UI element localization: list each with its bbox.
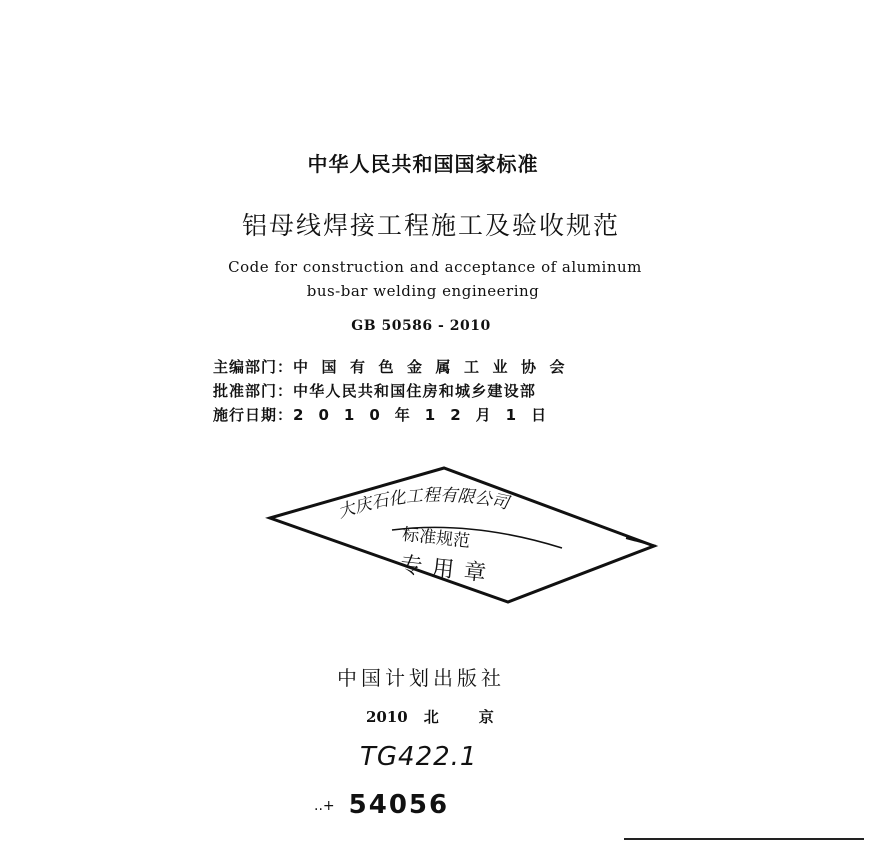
- standard-code: GB 50586 - 2010: [351, 318, 491, 334]
- effective-date-row: [213, 404, 561, 425]
- effective-date-label: 施行日期：: [213, 406, 294, 424]
- handwritten-classification: TG422.1: [360, 742, 478, 772]
- handwritten-prefix: ..+: [314, 797, 335, 814]
- handwritten-number: 54056: [348, 790, 450, 820]
- title-english-line2: bus-bar welding engineering: [306, 282, 540, 300]
- editor-value: 中国有色金属工业协会: [293, 358, 579, 376]
- standard-type-heading: 中华人民共和国国家标准: [307, 152, 539, 176]
- title-chinese: 铝母线焊接工程施工及验收规范: [241, 211, 620, 240]
- editor-label: 主编部门：: [213, 358, 294, 376]
- bottom-divider: [624, 838, 864, 840]
- stamp-purpose-text: 专用章: [398, 552, 498, 588]
- approver-value: 中华人民共和国住房和城乡建设部: [293, 382, 537, 400]
- title-english-line1: Code for construction and acceptance of aluminum: [228, 258, 642, 276]
- publisher-name: 中国计划出版社: [337, 666, 505, 690]
- handwritten-number-row: [314, 790, 449, 820]
- official-stamp: [262, 460, 662, 610]
- approver-row: [213, 380, 536, 401]
- publication-city: 北京: [423, 708, 534, 726]
- stamp-org-text: 大庆石化工程有限公司: [335, 485, 511, 523]
- publication-place: [366, 706, 534, 727]
- editor-row: [213, 356, 578, 377]
- approver-label: 批准部门：: [213, 382, 294, 400]
- stamp-dept-text: 标准规范: [401, 524, 471, 552]
- effective-date-value: 2010年12月1日: [293, 406, 562, 424]
- publication-year: 2010: [366, 708, 408, 726]
